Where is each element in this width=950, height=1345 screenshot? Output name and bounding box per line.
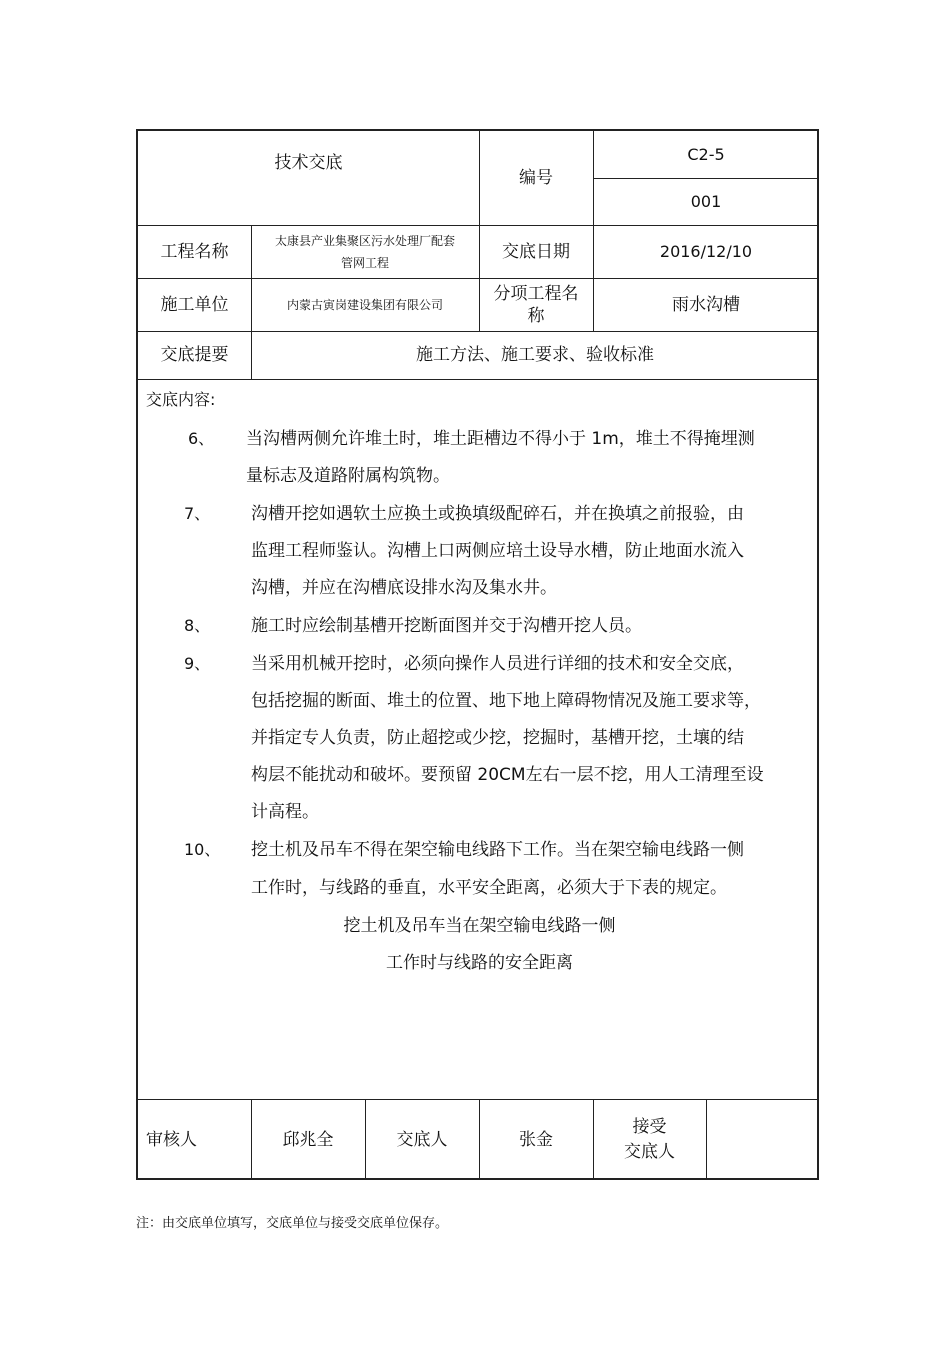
item-line: 当沟槽两侧允许堆土时，堆土距槽边不得小于 1m，堆土不得掩埋测: [246, 429, 755, 449]
receiver-label-line: 交底人: [624, 1141, 675, 1162]
item-line: 并指定专人负责，防止超挖或少挖，挖掘时，基槽开挖，土壤的结: [251, 728, 744, 748]
table-caption: 工作时与线路的安全距离: [386, 953, 573, 973]
code-value: C2-5: [687, 144, 725, 164]
item-line: 挖土机及吊车不得在架空输电线路下工作。当在架空输电线路一侧: [251, 840, 744, 860]
form-title: 技术交底: [274, 153, 343, 173]
item-line: 量标志及道路附属构筑物。: [246, 466, 450, 486]
receiver-label: [593, 1099, 706, 1180]
reviewer-label: 审核人: [146, 1129, 197, 1150]
serial-value: 001: [690, 191, 722, 211]
subproject-label: [479, 278, 593, 331]
project-name-line: 太康县产业集聚区污水处理厂配套: [274, 233, 455, 248]
item-line: 构层不能扰动和破坏。要预留 20CM左右一层不挖，用人工清理至设: [251, 765, 764, 785]
discloser-value: 张金: [519, 1129, 553, 1150]
item-line: 沟槽开挖如遇软土应换土或换填级配碎石，并在换填之前报验，由: [251, 504, 744, 524]
item-line: 包括挖掘的断面、堆土的位置、地下地上障碍物情况及施工要求等，: [251, 691, 761, 711]
item-number: 7、: [184, 504, 211, 523]
contractor-value: 内蒙古寅岗建设集团有限公司: [286, 297, 443, 312]
item-number: 6、: [188, 429, 215, 448]
project-name-value: [251, 225, 479, 278]
disclosure-form: [136, 129, 819, 1180]
rule: [138, 379, 819, 380]
code-label: 编号: [519, 168, 553, 188]
date-value: 2016/12/10: [659, 241, 753, 261]
table-caption: 挖土机及吊车当在架空输电线路一侧: [343, 916, 616, 936]
item-line: 工作时，与线路的垂直，水平安全距离，必须大于下表的规定。: [251, 878, 727, 898]
subproject-label-line: 称: [527, 305, 545, 326]
item-line: 计高程。: [251, 802, 319, 822]
item-line: 沟槽，并应在沟槽底设排水沟及集水井。: [251, 578, 557, 598]
project-name-label: 工程名称: [160, 241, 229, 262]
project-name-line: 管网工程: [340, 255, 389, 270]
item-line: 当采用机械开挖时，必须向操作人员进行详细的技术和安全交底，: [251, 654, 744, 674]
summary-value: 施工方法、施工要求、验收标准: [416, 345, 654, 365]
subproject-value: 雨水沟槽: [672, 294, 740, 315]
item-number: 9、: [184, 654, 211, 673]
item-number: 10、: [184, 840, 221, 859]
subproject-label-line: 分项工程名: [493, 283, 579, 304]
reviewer-value: 邱兆全: [282, 1129, 334, 1150]
item-number: 8、: [184, 616, 211, 635]
item-line: 施工时应绘制基槽开挖断面图并交于沟槽开挖人员。: [251, 616, 642, 636]
summary-label: 交底提要: [160, 345, 229, 365]
footnote: 注：由交底单位填写，交底单位与接受交底单位保存。: [136, 1216, 449, 1231]
receiver-value: [706, 1099, 819, 1180]
date-label: 交底日期: [502, 241, 570, 262]
content-label: 交底内容:: [146, 390, 216, 409]
receiver-label-line: 接受: [632, 1116, 667, 1137]
item-line: 监理工程师鉴认。沟槽上口两侧应培土设导水槽，防止地面水流入: [251, 541, 744, 561]
discloser-label: 交底人: [396, 1129, 448, 1150]
contractor-label: 施工单位: [160, 294, 229, 315]
